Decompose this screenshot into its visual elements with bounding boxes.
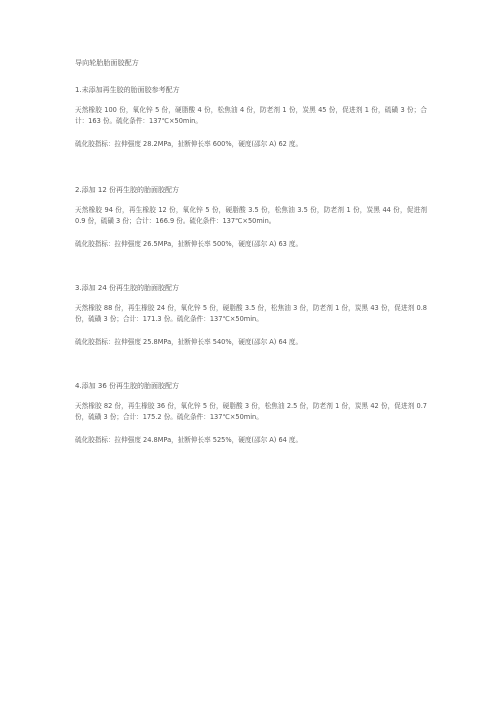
formula-paragraph: 天然橡胶 94 份，再生橡胶 12 份，氧化锌 5 份，硬脂酸 3.5 份，松焦油 3.5 份，防老剂 1 份，炭黑 44 份，促进剂 0.9 份，硫磺 3 份；合计：166.9 份。硫化条件：137℃×50min。 [75, 206, 427, 225]
formula-section-1 [75, 85, 427, 150]
section-heading: 3.添加 24 份再生胶的胎面胶配方 [75, 284, 180, 292]
section-heading: 4.添加 36 份再生胶的胎面胶配方 [75, 382, 180, 390]
properties-paragraph: 硫化胶指标：拉伸强度 24.8MPa，扯断伸长率 525%，硬度(邵尔 A) 64 度。 [75, 436, 303, 444]
formula-paragraph: 天然橡胶 82 份，再生橡胶 36 份，氧化锌 5 份，硬脂酸 3 份，松焦油 2.5 份，防老剂 1 份，炭黑 42 份，促进剂 0.7 份，硫磺 3 份；合计：175.2 份。硫化条件：137℃×50min。 [75, 402, 427, 421]
formula-section-4 [75, 381, 427, 446]
formula-paragraph: 天然橡胶 88 份，再生橡胶 24 份，氧化锌 5 份，硬脂酸 3.5 份，松焦油 3 份，防老剂 1 份，炭黑 43 份，促进剂 0.8 份，硫磺 3 份；合计：171.3 份。硫化条件：137℃×50min。 [75, 304, 427, 323]
formula-section-3 [75, 283, 427, 348]
formula-paragraph: 天然橡胶 100 份，氧化锌 5 份，硬脂酸 4 份，松焦油 4 份，防老剂 1 份，炭黑 45 份，促进剂 1 份，硫磺 3 份；合计：163 份。硫化条件：137℃×50min。 [75, 106, 427, 125]
section-heading: 2.添加 12 份再生胶的胎面胶配方 [75, 186, 180, 194]
properties-paragraph: 硫化胶指标：拉伸强度 26.5MPa，扯断伸长率 500%，硬度(邵尔 A) 63 度。 [75, 240, 303, 248]
document-title: 导向轮胎胎面胶配方 [75, 59, 139, 67]
document-page [75, 58, 427, 479]
section-heading: 1.未添加再生胶的胎面胶参考配方 [75, 86, 180, 94]
formula-section-2 [75, 185, 427, 250]
properties-paragraph: 硫化胶指标：拉伸强度 25.8MPa，扯断伸长率 540%，硬度(邵尔 A) 64 度。 [75, 338, 303, 346]
properties-paragraph: 硫化胶指标：拉伸强度 28.2MPa，扯断伸长率 600%，硬度(邵尔 A) 62 度。 [75, 140, 303, 148]
